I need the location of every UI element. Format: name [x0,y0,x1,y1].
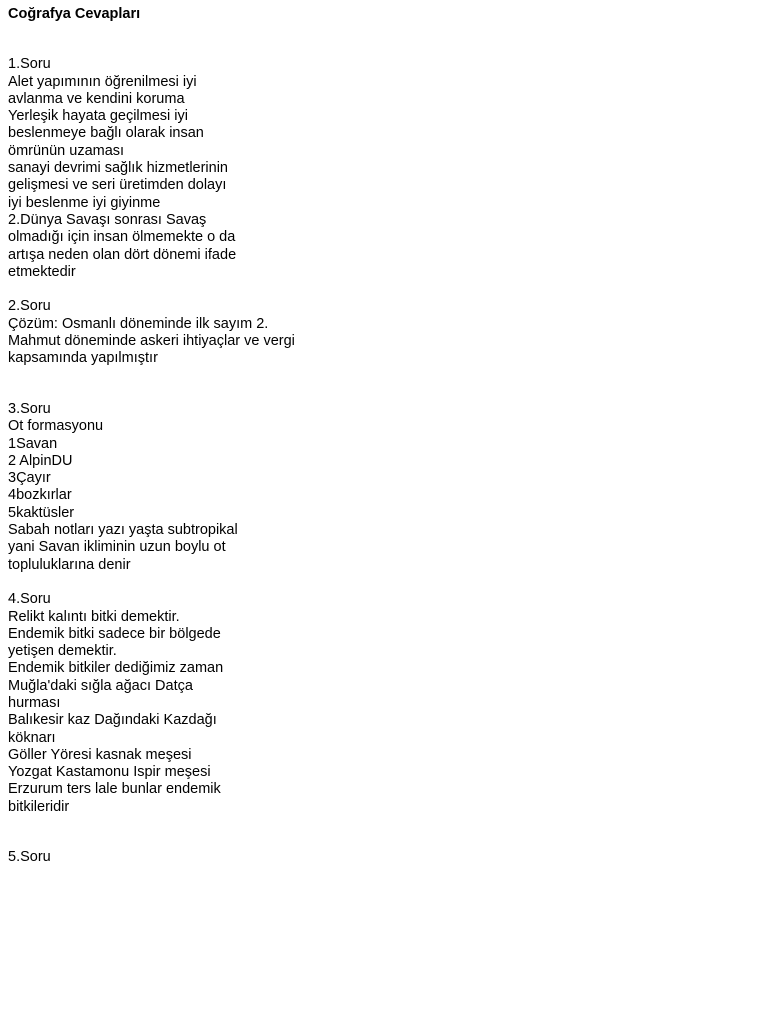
section-line: Göller Yöresi kasnak meşesi [8,746,192,763]
section-heading: 4.Soru [8,591,51,608]
section-line: Yozgat Kastamonu Ispir meşesi [8,764,211,781]
section-4 [8,591,748,816]
section-line: 2 AlpinDU [8,452,73,469]
section-line: iyi beslenme iyi giyinme [8,194,161,211]
section-heading: 3.Soru [8,400,51,417]
section-2 [8,298,748,367]
section-3 [8,401,748,574]
section-line: 5kaktüsler [8,504,75,521]
section-line: beslenmeye bağlı olarak insan [8,125,204,142]
section-line: sanayi devrimi sağlık hizmetlerinin [8,160,228,177]
spacer [8,40,748,56]
section-line: ömrünün uzaması [8,142,125,159]
section-heading: 1.Soru [8,56,51,73]
spacer [8,23,748,40]
section-line: Alet yapımının öğrenilmesi iyi [8,73,197,90]
section-line: yani Savan ikliminin uzun boylu ot [8,539,226,556]
section-line: köknarı [8,729,56,746]
section-5 [8,849,748,866]
section-line: Erzurum ters lale bunlar endemik [8,781,221,798]
spacer [8,816,748,833]
section-line: olmadığı için insan ölmemekte o da [8,229,236,246]
spacer [8,368,748,385]
section-line: kapsamında yapılmıştır [8,350,158,367]
document-page [8,5,748,867]
section-heading: 5.Soru [8,849,51,866]
section-line: Endemik bitki sadece bir bölgede [8,625,221,642]
section-line: 4bozkırlar [8,487,72,504]
section-line: Endemik bitkiler dediğimiz zaman [8,660,224,677]
section-line: Muğla'daki sığla ağacı Datça [8,677,193,694]
section-line: Mahmut döneminde askeri ihtiyaçlar ve vergi [8,333,295,350]
section-line: hurması [8,694,61,711]
spacer [8,281,748,298]
spacer [8,833,748,849]
section-line: Yerleşik hayata geçilmesi iyi [8,108,188,125]
section-line: yetişen demektir. [8,643,117,660]
document-title: Coğrafya Cevapları [8,6,141,22]
section-line: 3Çayır [8,470,51,487]
section-1 [8,56,748,281]
spacer [8,574,748,591]
section-line: etmektedir [8,263,76,280]
section-line: 2.Dünya Savaşı sonrası Savaş [8,211,207,228]
section-line: artışa neden olan dört dönemi ifade [8,246,237,263]
section-line: avlanma ve kendini koruma [8,90,185,107]
section-line: Relikt kalıntı bitki demektir. [8,608,180,625]
section-line: Ot formasyonu [8,418,104,435]
section-line: Çözüm: Osmanlı döneminde ilk sayım 2. [8,315,269,332]
spacer [8,385,748,401]
section-line: topluluklarına denir [8,556,131,573]
section-line: gelişmesi ve seri üretimden dolayı [8,177,227,194]
section-line: 1Savan [8,435,58,452]
section-line: Balıkesir kaz Dağındaki Kazdağı [8,712,217,729]
section-line: bitkileridir [8,798,70,815]
section-line: Sabah notları yazı yaşta subtropikal [8,522,238,539]
section-heading: 2.Soru [8,298,51,315]
